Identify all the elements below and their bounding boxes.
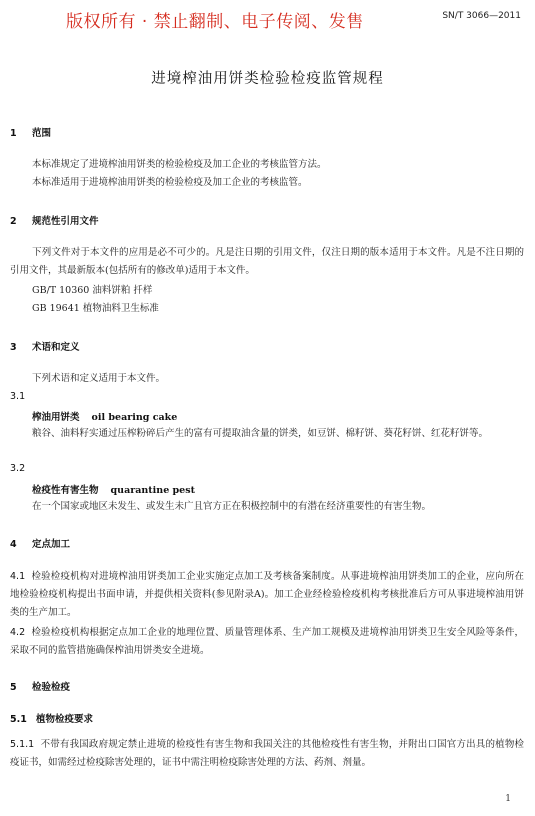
subsection-title: 植物检疫要求	[36, 714, 94, 725]
section-number: 5	[10, 682, 17, 693]
term-3-2-number: 3.2	[10, 463, 26, 474]
term-3-1-number: 3.1	[10, 391, 26, 402]
clause-5-1-1	[10, 736, 524, 772]
section-2-heading	[10, 213, 99, 227]
page-title: 进境榨油用饼类检验检疫监管规程	[151, 71, 384, 87]
clause-number: 5.1.1	[10, 739, 35, 750]
subsection-5-1-heading	[10, 711, 93, 725]
section-4-heading	[10, 536, 70, 550]
copyright-watermark: 版权所有 · 禁止翻制、电子传阅、发售	[66, 12, 364, 32]
clause-number: 4.1	[10, 571, 26, 582]
term-chinese: 检疫性有害生物	[32, 485, 99, 496]
section-1-paragraph-2: 本标准适用于进境榨油用饼类的检验检疫及加工企业的考核监管。	[32, 177, 308, 188]
term-3-2-definition: 在一个国家或地区未发生、或发生未广且官方正在积极控制中的有潜在经济重要性的有害生物。	[32, 501, 432, 512]
subsection-number: 5.1	[10, 714, 27, 725]
definition-text: 粮谷、油料籽实通过压榨粉碎后产生的富有可提取油含量的饼类，如豆饼、棉籽饼、葵花籽饼、红花籽饼等。	[32, 428, 489, 439]
section-number: 2	[10, 216, 17, 227]
section-number: 4	[10, 539, 17, 550]
clause-text: 不带有我国政府规定禁止进境的检疫性有害生物和我国关注的其他检疫性有害生物，并附出口国官方出具的植物检疫证书，如需经过检疫除害处理的，证书中需注明检疫除害处理的方法、药剂、剂量。	[10, 739, 524, 768]
section-title: 定点加工	[32, 539, 71, 550]
term-chinese: 榨油用饼类	[32, 412, 80, 423]
section-5-heading	[10, 679, 70, 693]
section-number: 3	[10, 342, 17, 353]
clause-number: 4.2	[10, 627, 26, 638]
section-3-intro: 下列术语和定义适用于本文件。	[32, 373, 166, 384]
section-title: 范围	[32, 128, 52, 139]
normative-reference-1: GB/T 10360 油料饼粕 扦样	[32, 285, 153, 296]
section-title: 检验检疫	[32, 682, 71, 693]
section-2-paragraph	[10, 244, 524, 280]
section-1-paragraph-1: 本标准规定了进境榨油用饼类的检验检疫及加工企业的考核监管方法。	[32, 159, 327, 170]
page-number: 1	[505, 794, 511, 804]
clause-4-1	[10, 568, 524, 622]
standard-number: SN/T 3066—2011	[442, 11, 521, 21]
section-1-heading	[10, 125, 51, 139]
normative-reference-2: GB 19641 植物油料卫生标准	[32, 303, 159, 314]
term-english: oil bearing cake	[91, 412, 178, 423]
section-title: 规范性引用文件	[32, 216, 99, 227]
clause-text: 检验检疫机构对进境榨油用饼类加工企业实施定点加工及考核备案制度。从事进境榨油用饼类加工的企业，应向所在地检验检疫机构提出书面申请，并提供相关资料(参见附录A)。加工企业经检验检疫机构考核批准后方可从事进境榨油用饼类的生产加工。	[10, 571, 524, 618]
section-3-heading	[10, 339, 80, 353]
term-3-2-heading	[32, 482, 195, 496]
clause-text: 检验检疫机构根据定点加工企业的地理位置、质量管理体系、生产加工规模及进境榨油用饼类卫生安全风险等条件，采取不同的监管措施确保榨油用饼类安全进境。	[10, 627, 524, 656]
term-english: quarantine pest	[110, 485, 195, 496]
term-3-1-heading	[32, 409, 177, 423]
paragraph-text: 下列文件对于本文件的应用是必不可少的。凡是注日期的引用文件，仅注日期的版本适用于本文件。凡是不注日期的引用文件，其最新版本(包括所有的修改单)适用于本文件。	[10, 247, 524, 276]
clause-4-2	[10, 624, 524, 660]
section-number: 1	[10, 128, 17, 139]
section-title: 术语和定义	[32, 342, 80, 353]
term-3-1-definition	[10, 425, 524, 443]
